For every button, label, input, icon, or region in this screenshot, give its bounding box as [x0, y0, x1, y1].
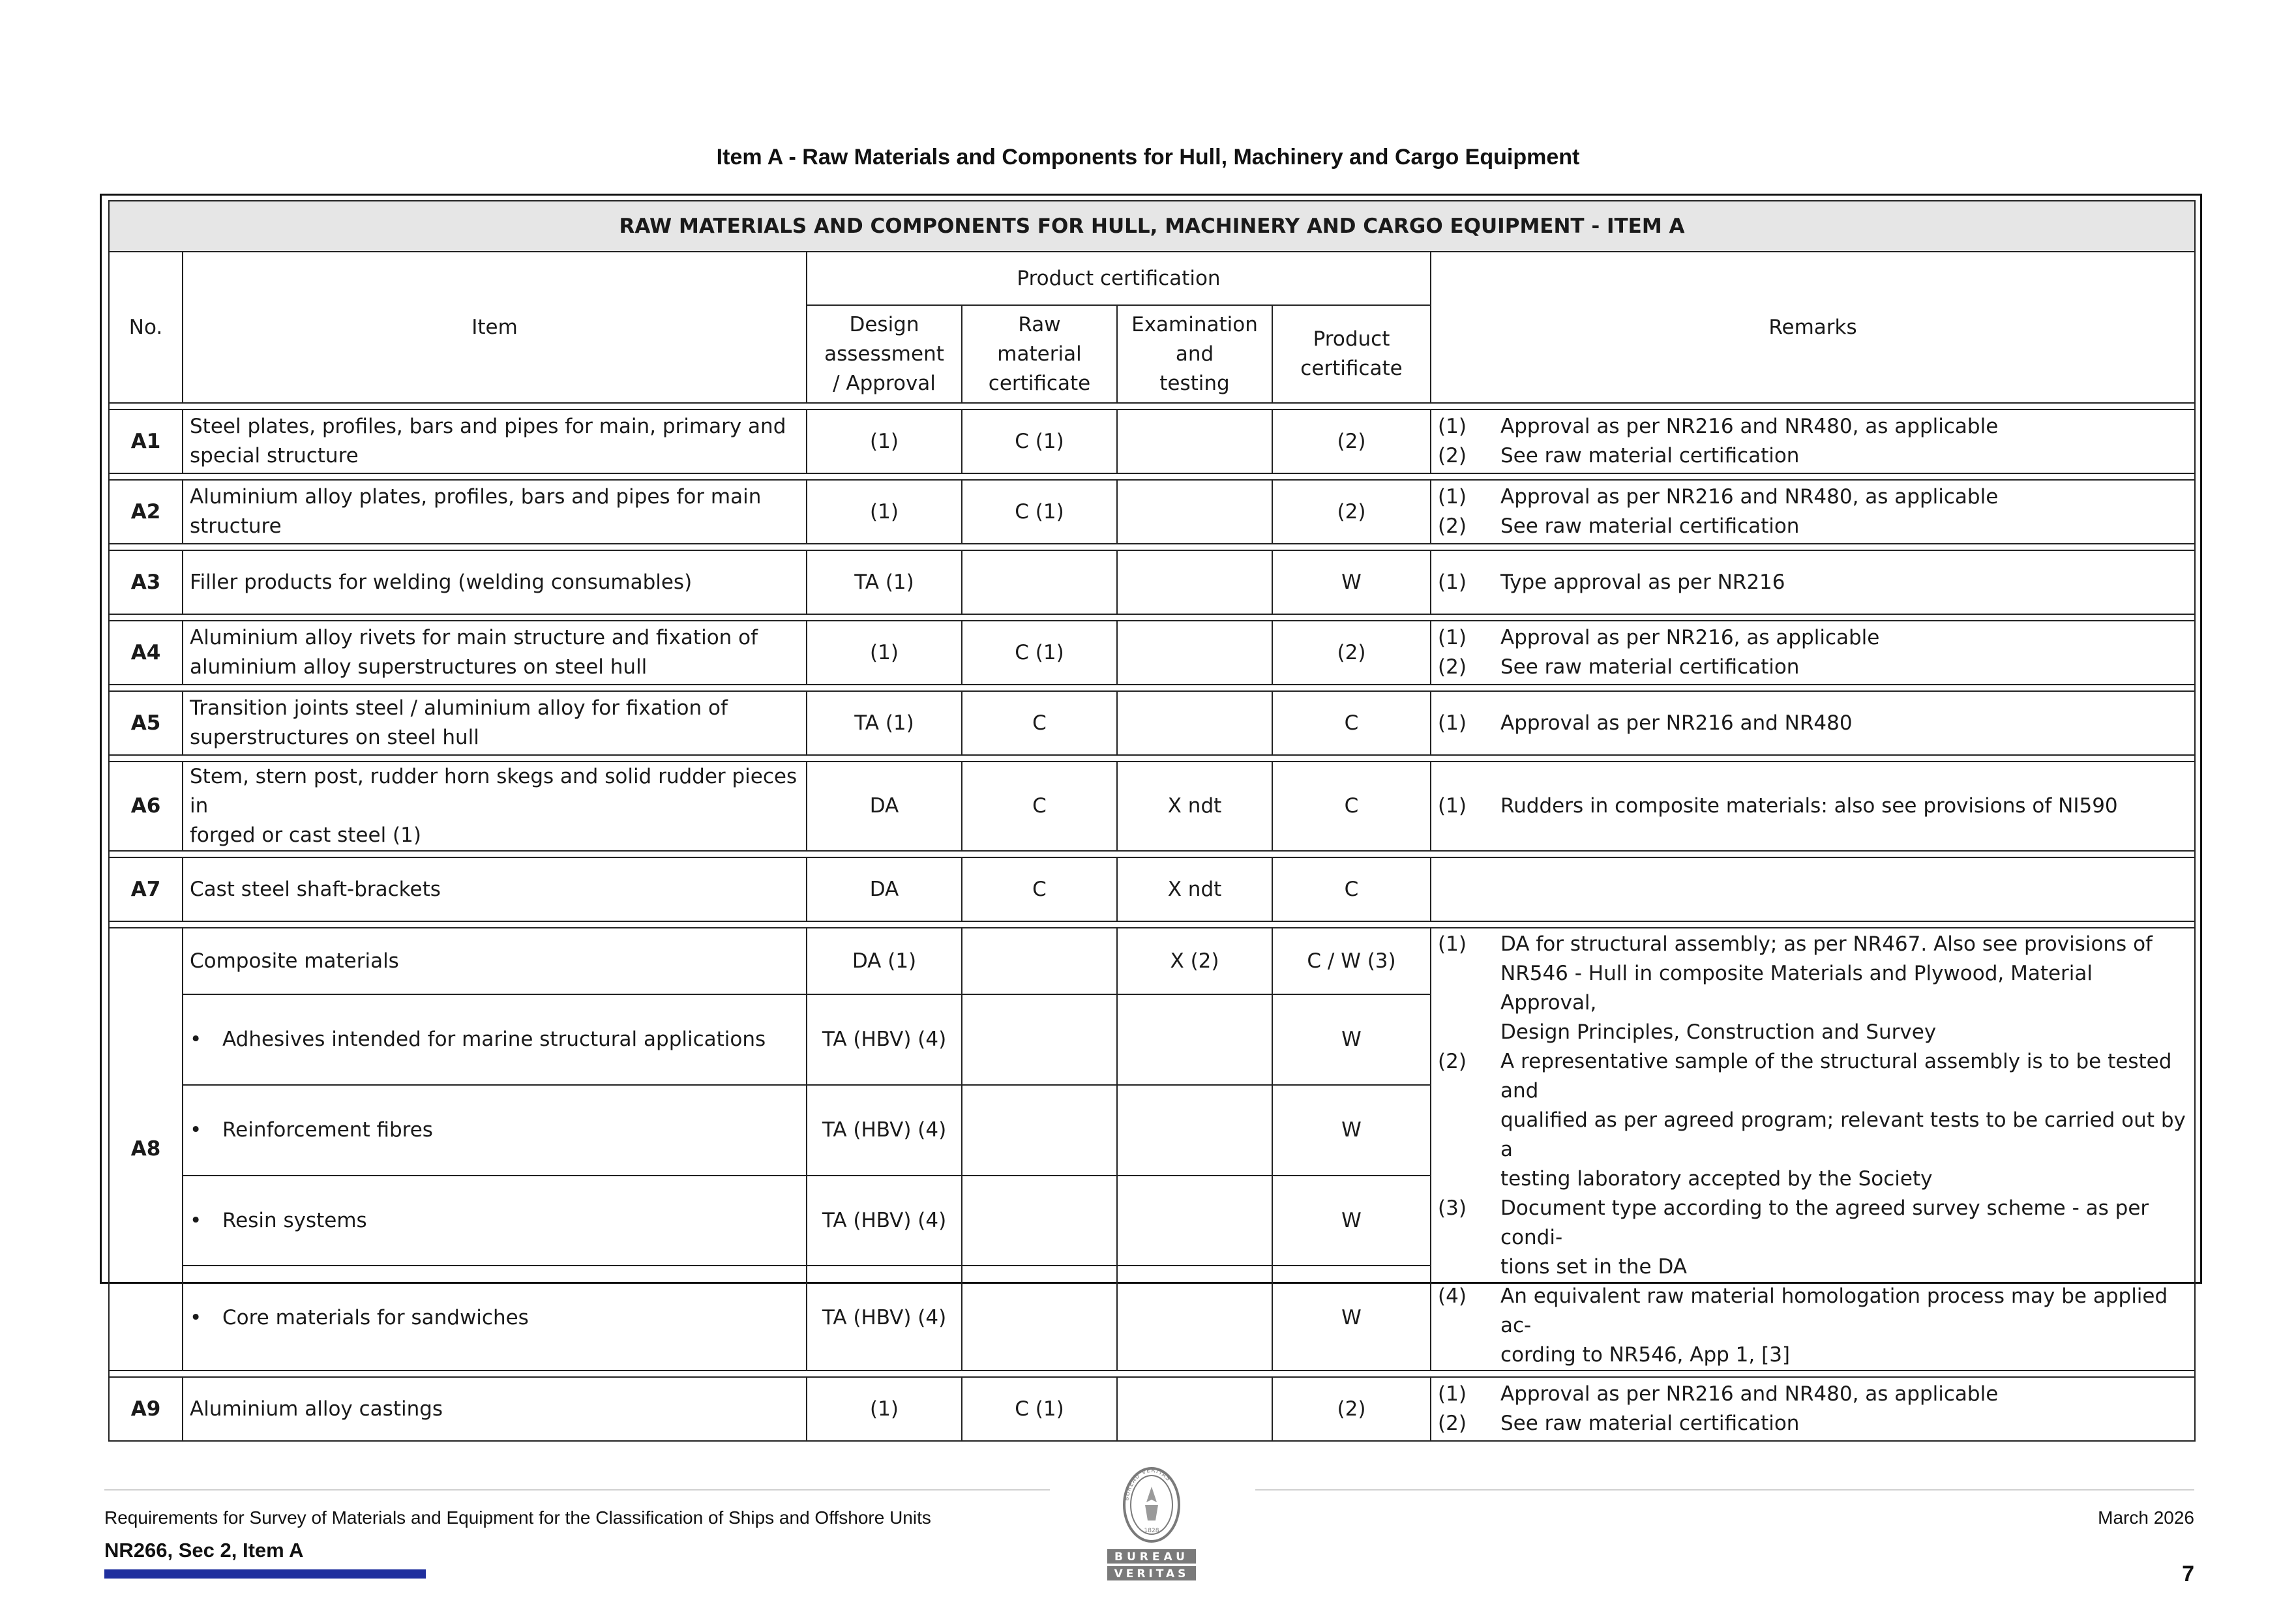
remark-line: NR546 - Hull in composite Materials and Plywood, Material Approval,	[1500, 962, 2093, 1015]
remark-text: Approval as per NR216, as applicable	[1500, 626, 1880, 649]
remark-line: Design Principles, Construction and Survey	[1500, 1020, 1937, 1044]
remark-text: Approval as per NR216 and NR480, as applicable	[1500, 485, 1999, 509]
row-raw: C	[962, 691, 1117, 755]
row-design: (1)	[807, 409, 962, 473]
item-text: Adhesives intended for marine structural applications	[222, 1028, 766, 1052]
remark-num: (1)	[1438, 932, 1467, 956]
row-design: TA (HBV) (4)	[807, 1266, 962, 1371]
remark-num: (1)	[1438, 794, 1467, 818]
row-prod: W	[1272, 550, 1431, 614]
row-exam	[1117, 1176, 1272, 1266]
item-line: Aluminium alloy plates, profiles, bars and pipes for main	[190, 485, 762, 509]
row-design: (1)	[807, 1377, 962, 1441]
row-exam	[1117, 1266, 1272, 1371]
remark	[1438, 568, 2188, 597]
remark	[1438, 1380, 2188, 1409]
row-raw: C (1)	[962, 621, 1117, 685]
row-item	[183, 621, 807, 685]
row-item	[183, 1085, 807, 1176]
header-line: and	[1175, 342, 1214, 366]
remark-num: (4)	[1438, 1284, 1467, 1308]
remark-line: qualified as per agreed program; relevant tests to be carried out by a	[1500, 1108, 2186, 1161]
remark-text: Type approval as per NR216	[1500, 570, 1785, 594]
bullet: •	[190, 1208, 202, 1232]
footer-reference: NR266, Sec 2, Item A	[104, 1539, 304, 1562]
row-no: A6	[109, 762, 183, 851]
item-line: Steel plates, profiles, bars and pipes for main, primary and	[190, 415, 786, 438]
row-remarks	[1431, 621, 2195, 685]
item-line: aluminium alloy superstructures on steel hull	[190, 655, 648, 679]
page-number: 7	[2182, 1562, 2194, 1586]
row-raw	[962, 994, 1117, 1085]
svg-text:BUREAU VERITAS	[1124, 1468, 1171, 1502]
row-prod: C	[1272, 857, 1431, 921]
item-line: Transition joints steel / aluminium alloy for fixation of	[190, 696, 728, 720]
row-prod: W	[1272, 1085, 1431, 1176]
row-prod: (2)	[1272, 621, 1431, 685]
remark	[1438, 623, 2188, 653]
row-exam	[1117, 621, 1272, 685]
table-row-a4	[109, 621, 2195, 685]
row-no: A4	[109, 621, 183, 685]
remark	[1438, 412, 2188, 441]
table-row-a6	[109, 762, 2195, 851]
remark-text: Approval as per NR216 and NR480, as applicable	[1500, 415, 1999, 438]
row-no: A3	[109, 550, 183, 614]
row-exam	[1117, 480, 1272, 544]
header-line: testing	[1159, 371, 1230, 395]
row-item	[183, 857, 807, 921]
row-item	[183, 1266, 807, 1371]
row-raw	[962, 1085, 1117, 1176]
row-gap	[109, 473, 2195, 480]
row-remarks	[1431, 550, 2195, 614]
row-raw	[962, 1176, 1117, 1266]
remark	[1438, 930, 2188, 1047]
row-exam	[1117, 409, 1272, 473]
remark-num: (1)	[1438, 1382, 1467, 1406]
row-no: A9	[109, 1377, 183, 1441]
footer-document-title: Requirements for Survey of Materials and Equipment for the Classification of Ships and Offshore Units	[104, 1507, 931, 1528]
row-remarks	[1431, 480, 2195, 544]
row-raw: C (1)	[962, 480, 1117, 544]
header-line: certificate	[988, 371, 1091, 395]
remark-num: (2)	[1438, 514, 1467, 538]
row-raw: C	[962, 857, 1117, 921]
item-line: superstructures on steel hull	[190, 726, 479, 749]
header-line: Raw	[1018, 312, 1061, 336]
row-prod: C	[1272, 691, 1431, 755]
remark-line: DA for structural assembly; as per NR467. Also see provisions of	[1500, 932, 2153, 956]
row-gap	[109, 614, 2195, 621]
logo-year: 1828	[1144, 1528, 1159, 1534]
row-prod: W	[1272, 1176, 1431, 1266]
gap-cell	[109, 685, 2195, 691]
row-design: DA	[807, 857, 962, 921]
row-gap	[109, 921, 2195, 928]
row-item	[183, 691, 807, 755]
remark	[1438, 1194, 2188, 1282]
row-item	[183, 480, 807, 544]
gap-cell	[109, 921, 2195, 928]
remark-line: An equivalent raw material homologation process may be applied ac-	[1500, 1284, 2168, 1337]
item-line: Filler products for welding (welding consumables)	[190, 570, 693, 594]
item-text: Reinforcement fibres	[222, 1118, 433, 1142]
item-line: structure	[190, 514, 282, 538]
remark-num: (1)	[1438, 485, 1467, 509]
item-line: Aluminium alloy rivets for main structure and fixation of	[190, 626, 758, 649]
remark-line: tions set in the DA	[1500, 1255, 1687, 1279]
row-prod: C / W (3)	[1272, 928, 1431, 994]
row-no: A5	[109, 691, 183, 755]
row-remarks	[1431, 691, 2195, 755]
table-row-a1	[109, 409, 2195, 473]
row-gap	[109, 685, 2195, 691]
table-row-a2	[109, 480, 2195, 544]
item-line: special structure	[190, 444, 359, 467]
header-row-1	[109, 252, 2195, 305]
row-item	[183, 994, 807, 1085]
row-gap	[109, 851, 2195, 857]
row-design: TA (1)	[807, 550, 962, 614]
row-prod: W	[1272, 994, 1431, 1085]
table-banner-row	[109, 201, 2195, 252]
remark-num: (2)	[1438, 444, 1467, 467]
table-row-a7	[109, 857, 2195, 921]
item-text: Core materials for sandwiches	[222, 1306, 529, 1330]
remark-text: See raw material certification	[1500, 444, 1800, 467]
gap-cell	[109, 544, 2195, 550]
bullet: •	[190, 1306, 202, 1330]
header-line: Product	[1313, 327, 1390, 351]
row-remarks	[1431, 857, 2195, 921]
row-remarks	[1431, 409, 2195, 473]
gap-cell	[109, 614, 2195, 621]
header-line: / Approval	[833, 371, 936, 395]
row-design: TA (1)	[807, 691, 962, 755]
row-prod: W	[1272, 1266, 1431, 1371]
row-exam: X (2)	[1117, 928, 1272, 994]
item-line: forged or cast steel (1)	[190, 823, 421, 847]
header-item: Item	[183, 252, 807, 403]
remark-num: (1)	[1438, 570, 1467, 594]
remark	[1438, 709, 2188, 738]
remark-num: (1)	[1438, 626, 1467, 649]
logo-word-bureau: BUREAU	[1114, 1550, 1189, 1564]
remark-text: See raw material certification	[1500, 1412, 1800, 1435]
row-design: TA (HBV) (4)	[807, 1176, 962, 1266]
logo-word-veritas: VERITAS	[1114, 1567, 1189, 1580]
remark-num: (1)	[1438, 415, 1467, 438]
remark	[1438, 1282, 2188, 1370]
table-row-a3	[109, 550, 2195, 614]
remark-line: testing laboratory accepted by the Society	[1500, 1167, 1933, 1191]
row-remarks	[1431, 1377, 2195, 1441]
row-raw: C (1)	[962, 409, 1117, 473]
remark	[1438, 792, 2188, 821]
footer-divider-right	[1255, 1489, 2194, 1491]
bullet: •	[190, 1118, 202, 1142]
header-remarks: Remarks	[1431, 252, 2195, 403]
row-exam	[1117, 550, 1272, 614]
bullet: •	[190, 1028, 202, 1052]
row-remarks	[1431, 928, 2195, 1371]
header-product-certificate	[1272, 305, 1431, 403]
remark	[1438, 512, 2188, 541]
remark	[1438, 441, 2188, 471]
row-gap	[109, 544, 2195, 550]
table-row-a5	[109, 691, 2195, 755]
row-no: A2	[109, 480, 183, 544]
row-raw	[962, 550, 1117, 614]
row-no: A8	[109, 928, 183, 1371]
gap-cell	[109, 473, 2195, 480]
header-line: material	[997, 342, 1082, 366]
row-exam: X ndt	[1117, 762, 1272, 851]
remark-text: Rudders in composite materials: also see provisions of NI590	[1500, 794, 2118, 818]
gap-cell	[109, 403, 2195, 409]
row-exam	[1117, 1377, 1272, 1441]
footer-accent-bar	[104, 1569, 426, 1579]
row-gap	[109, 755, 2195, 762]
page-title: Item A - Raw Materials and Components for Hull, Machinery and Cargo Equipment	[716, 145, 1580, 170]
gap-cell	[109, 755, 2195, 762]
remark-text	[1500, 930, 2188, 1047]
bureau-veritas-logo	[1099, 1464, 1204, 1584]
remark-num: (1)	[1438, 711, 1467, 735]
row-exam	[1117, 994, 1272, 1085]
header-product-certification: Product certification	[807, 252, 1431, 305]
footer-divider-left	[104, 1489, 1050, 1491]
row-design: (1)	[807, 621, 962, 685]
row-raw	[962, 1266, 1117, 1371]
remark-text: Approval as per NR216 and NR480, as applicable	[1500, 1382, 1999, 1406]
remark-line: cording to NR546, App 1, [3]	[1500, 1343, 1791, 1367]
row-gap	[109, 403, 2195, 409]
table-row-a9	[109, 1377, 2195, 1441]
remark-text: See raw material certification	[1500, 655, 1800, 679]
header-raw-material	[962, 305, 1117, 403]
row-design: (1)	[807, 480, 962, 544]
row-design: TA (HBV) (4)	[807, 1085, 962, 1176]
row-exam	[1117, 691, 1272, 755]
remark	[1438, 1409, 2188, 1438]
row-remarks	[1431, 762, 2195, 851]
header-line: certificate	[1300, 357, 1403, 380]
table-banner: RAW MATERIALS AND COMPONENTS FOR HULL, MACHINERY AND CARGO EQUIPMENT - ITEM A	[109, 201, 2195, 252]
row-prod: (2)	[1272, 480, 1431, 544]
row-prod: (2)	[1272, 409, 1431, 473]
row-item: Composite materials	[183, 928, 807, 994]
remark-text	[1500, 1047, 2188, 1194]
remark	[1438, 653, 2188, 682]
remark-line: Document type according to the agreed survey scheme - as per condi-	[1500, 1196, 2149, 1249]
gap-cell	[109, 1371, 2195, 1377]
row-prod: C	[1272, 762, 1431, 851]
row-item	[183, 762, 807, 851]
gap-cell	[109, 851, 2195, 857]
row-exam	[1117, 1085, 1272, 1176]
row-gap	[109, 1371, 2195, 1377]
remark-line: A representative sample of the structural assembly is to be tested and	[1500, 1050, 2172, 1103]
row-no: A7	[109, 857, 183, 921]
remark-text: Approval as per NR216 and NR480	[1500, 711, 1853, 735]
row-item: Aluminium alloy castings	[183, 1377, 807, 1441]
header-no: No.	[109, 252, 183, 403]
header-line: assessment	[824, 342, 944, 366]
row-exam: X ndt	[1117, 857, 1272, 921]
row-item	[183, 1176, 807, 1266]
row-prod: (2)	[1272, 1377, 1431, 1441]
header-line: Examination	[1131, 312, 1258, 336]
item-text: Resin systems	[222, 1208, 367, 1232]
row-raw	[962, 928, 1117, 994]
row-design: DA (1)	[807, 928, 962, 994]
remark-text: See raw material certification	[1500, 514, 1800, 538]
certification-table	[108, 200, 2196, 1442]
remark-num: (2)	[1438, 655, 1467, 679]
remark-num: (2)	[1438, 1050, 1467, 1073]
remark-text	[1500, 1282, 2188, 1370]
row-item	[183, 409, 807, 473]
header-examination	[1117, 305, 1272, 403]
logo-ring-text: BUREAU VERITAS	[1124, 1467, 1172, 1502]
remark-text	[1500, 1194, 2188, 1282]
table-row-a8-composite	[109, 928, 2195, 994]
remark	[1438, 1047, 2188, 1194]
row-item	[183, 550, 807, 614]
row-no: A1	[109, 409, 183, 473]
remark	[1438, 482, 2188, 512]
item-line: Cast steel shaft-brackets	[190, 877, 441, 901]
row-design: TA (HBV) (4)	[807, 994, 962, 1085]
header-design-assessment	[807, 305, 962, 403]
footer-date: March 2026	[2098, 1507, 2194, 1528]
row-design: DA	[807, 762, 962, 851]
remark-num: (3)	[1438, 1196, 1467, 1220]
remark-num: (2)	[1438, 1412, 1467, 1435]
row-raw: C (1)	[962, 1377, 1117, 1441]
header-line: Design	[849, 312, 919, 336]
row-raw: C	[962, 762, 1117, 851]
item-line: Stem, stern post, rudder horn skegs and solid rudder pieces in	[190, 765, 798, 818]
